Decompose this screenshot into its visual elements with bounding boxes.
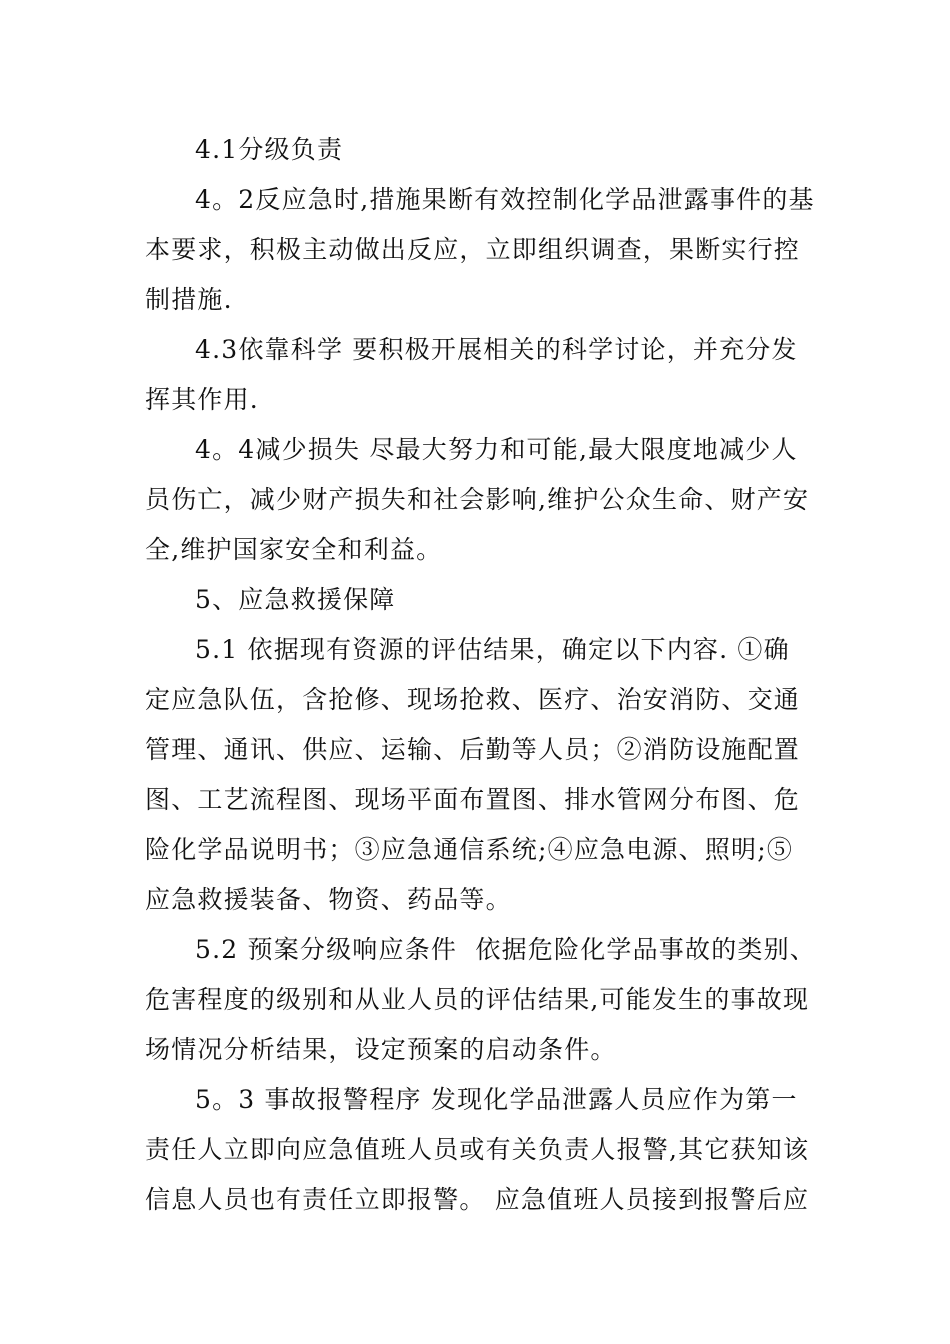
text-line: 管理、通讯、供应、运输、后勤等人员；②消防设施配置 [145, 735, 801, 764]
text-line: 5、应急救援保障 [195, 585, 396, 614]
text-line: 危害程度的级别和从业人员的评估结果,可能发生的事故现 [145, 985, 810, 1014]
text-line: 责任人立即向应急值班人员或有关负责人报警,其它获知该 [145, 1135, 810, 1164]
text-line: 4。4减少损失 尽最大努力和可能,最大限度地减少人 [195, 435, 798, 464]
text-line: 挥其作用. [145, 385, 259, 414]
text-line: 信息人员也有责任立即报警。 应急值班人员接到报警后应 [145, 1185, 810, 1214]
text-line: 4.3依靠科学 要积极开展相关的科学讨论，并充分发 [195, 335, 798, 364]
text-line: 场情况分析结果，设定预案的启动条件。 [145, 1035, 617, 1064]
text-line: 应急救援装备、物资、药品等。 [145, 885, 512, 914]
text-line: 4。2反应急时,措施果断有效控制化学品泄露事件的基 [195, 185, 815, 214]
text-line: 本要求，积极主动做出反应，立即组织调查，果断实行控 [145, 235, 801, 264]
text-line: 5.1 依据现有资源的评估结果，确定以下内容. ①确 [195, 635, 790, 664]
text-line: 制措施. [145, 285, 233, 314]
text-line: 图、工艺流程图、现场平面布置图、排水管网分布图、危 [145, 785, 801, 814]
text-line: 员伤亡，减少财产损失和社会影响,维护公众生命、财产安 [145, 485, 810, 514]
text-line: 全,维护国家安全和利益。 [145, 535, 443, 564]
text-line: 4.1分级负责 [195, 135, 344, 164]
text-line: 5。3 事故报警程序 发现化学品泄露人员应作为第一 [195, 1085, 798, 1114]
text-line: 险化学品说明书；③应急通信系统;④应急电源、照明;⑤ [145, 835, 794, 864]
text-line: 5.2 预案分级响应条件 依据危险化学品事故的类别、 [195, 935, 817, 964]
text-line: 定应急队伍，含抢修、现场抢救、医疗、治安消防、交通 [145, 685, 801, 714]
